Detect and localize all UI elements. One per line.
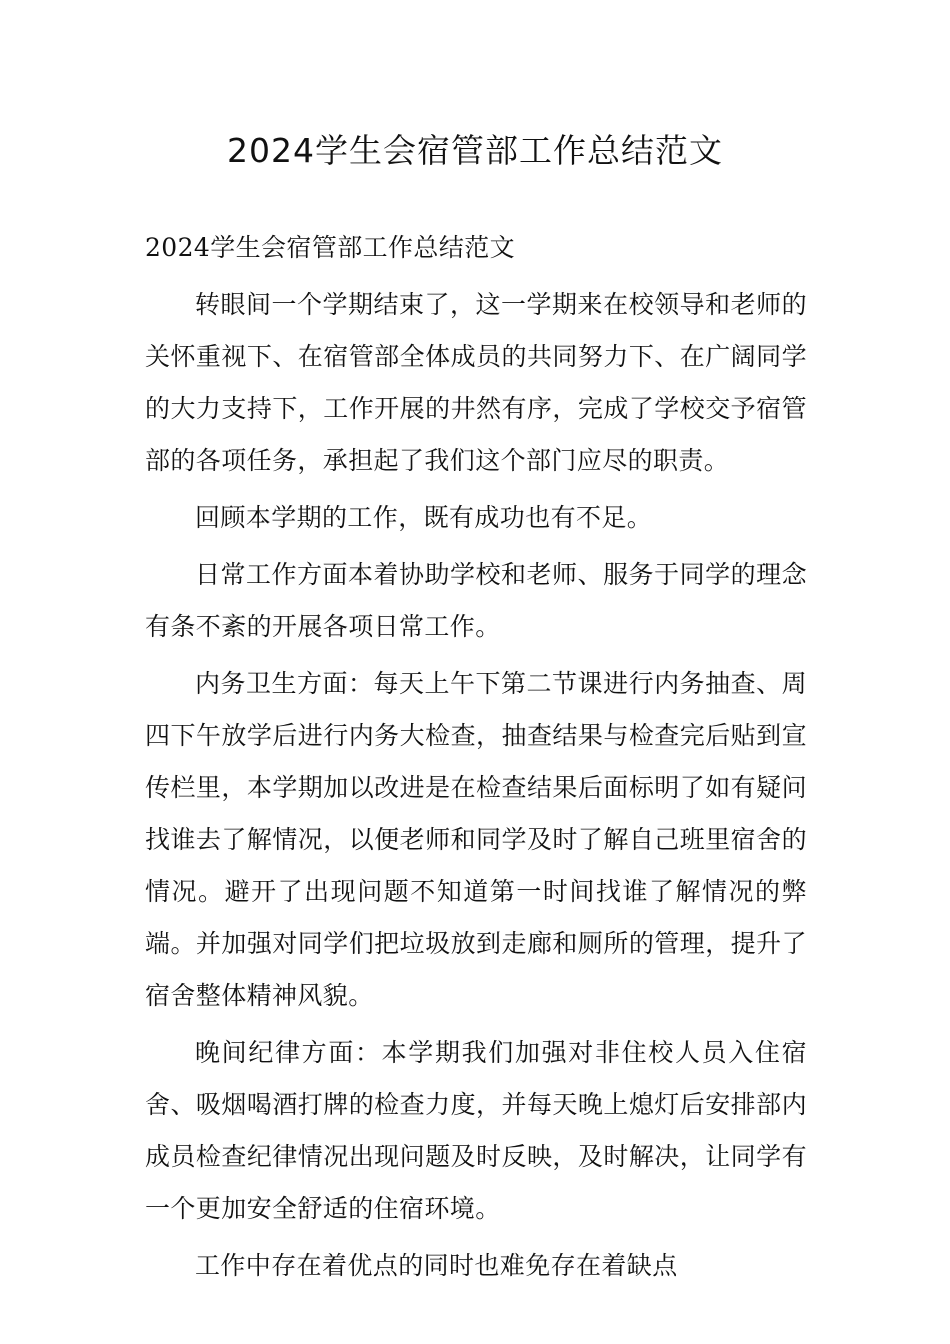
paragraph-intro: 转眼间一个学期结束了，这一学期来在校领导和老师的关怀重视下、在宿管部全体成员的共同努力下、在广阔同学的大力支持下，工作开展的井然有序，完成了学校交予宿管部的各项任务，承担起了我们这个部门应尽的职责。 xyxy=(145,290,807,475)
paragraph-hygiene: 内务卫生方面：每天上午下第二节课进行内务抽查、周四下午放学后进行内务大检查，抽查结果与检查完后贴到宣传栏里，本学期加以改进是在检查结果后面标明了如有疑问找谁去了解情况，以便老师和同学及时了解自己班里宿舍的情况。避开了出现问题不知道第一时间找谁了解情况的弊端。并加强对同学们把垃圾放到走廊和厕所的管理，提升了宿舍整体精神风貌。 xyxy=(145,669,807,1010)
paragraph-review: 回顾本学期的工作，既有成功也有不足。 xyxy=(195,503,653,532)
document-subtitle: 2024学生会宿管部工作总结范文 xyxy=(145,233,516,262)
paragraph-shortcomings: 工作中存在着优点的同时也难免存在着缺点 xyxy=(195,1251,678,1280)
document-body xyxy=(145,222,807,1297)
paragraph-daily-work: 日常工作方面本着协助学校和老师、服务于同学的理念有条不紊的开展各项日常工作。 xyxy=(145,560,807,641)
paragraph-evening-discipline: 晚间纪律方面：本学期我们加强对非住校人员入住宿舍、吸烟喝酒打牌的检查力度，并每天晚上熄灯后安排部内成员检查纪律情况出现问题及时反映，及时解决，让同学有一个更加安全舒适的住宿环境。 xyxy=(145,1038,807,1223)
document-title: 2024学生会宿管部工作总结范文 xyxy=(227,131,723,170)
